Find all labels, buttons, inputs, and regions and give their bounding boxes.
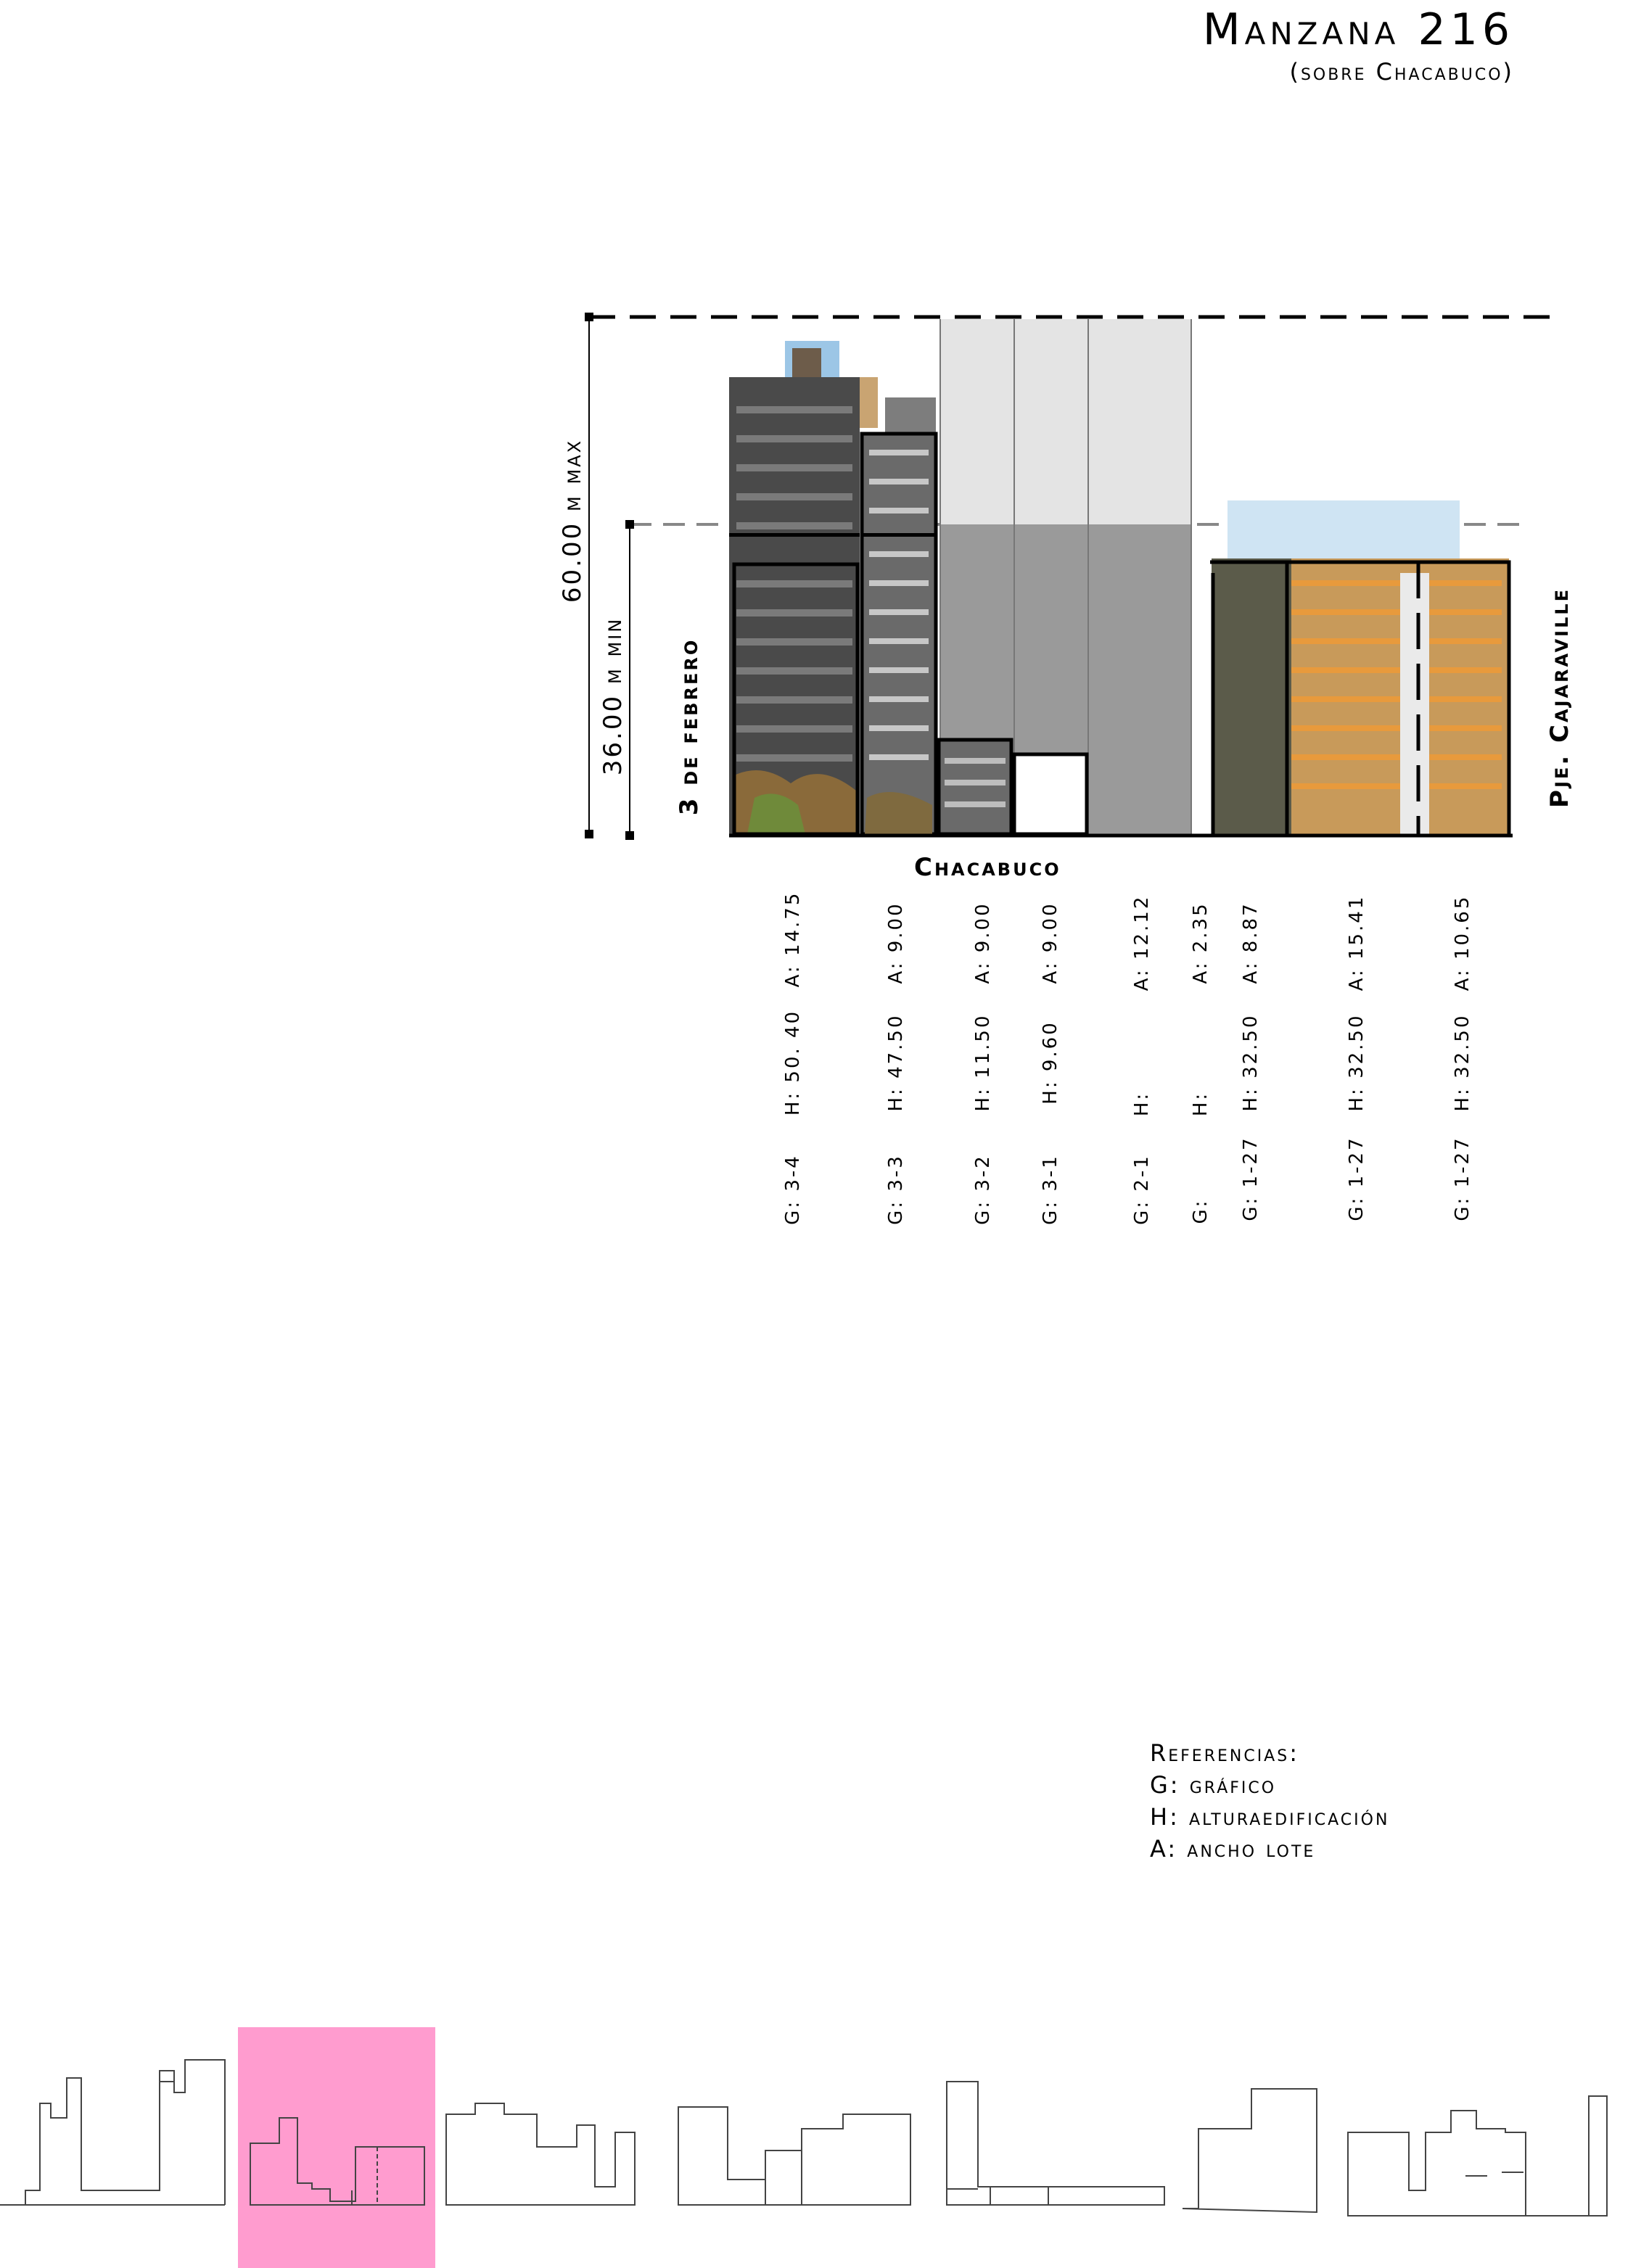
thumb-block-7	[1348, 2096, 1607, 2216]
references-heading: Referencias:	[1150, 1739, 1299, 1767]
lot-label-h: H: 9.60	[1040, 1020, 1061, 1105]
lot-label-a: A: 15.41	[1346, 894, 1368, 991]
lot-label-g: G: 3-1	[1040, 1154, 1061, 1225]
building-group-right	[1210, 500, 1509, 834]
lot-label-g: G:	[1190, 1198, 1212, 1224]
lot-label-g: G: 1-27	[1346, 1136, 1368, 1221]
lot-label-a: A: 8.87	[1240, 902, 1262, 984]
elevation-thumbnail-strip	[0, 2024, 1649, 2268]
lot-label-a: A: 2.35	[1190, 902, 1212, 984]
building-g3-3	[862, 397, 936, 834]
lot-label-a: A: 9.00	[972, 902, 994, 984]
lot-label-h: H: 47.50	[885, 1013, 907, 1112]
min-height-label: 36.00 m min	[599, 617, 628, 776]
building-g3-2	[939, 740, 1011, 834]
lot-label-h: H:	[1131, 1091, 1153, 1117]
lot-label-h: H: 32.50	[1240, 1013, 1262, 1112]
reference-h: H: alturaedificación	[1150, 1803, 1390, 1831]
elevation-diagram	[0, 0, 1649, 907]
lot-label-g: G: 3-3	[885, 1154, 907, 1225]
page-title: Manzana 216	[1202, 4, 1514, 55]
lot-label-a: A: 12.12	[1131, 894, 1153, 991]
lot-label-a: A: 9.00	[1040, 902, 1061, 984]
building-g3-1	[1014, 754, 1087, 834]
street-right-label: Pje. Cajaraville	[1545, 587, 1574, 808]
lot-label-g: G: 1-27	[1240, 1136, 1262, 1221]
lot-label-a: A: 9.00	[885, 902, 907, 984]
lot-label-g: G: 1-27	[1452, 1136, 1473, 1221]
max-height-label: 60.00 m max	[558, 438, 587, 603]
thumb-block-4	[678, 2107, 910, 2205]
reference-g: G: gráfico	[1150, 1771, 1277, 1799]
lot-label-g: G: 2-1	[1131, 1154, 1153, 1225]
thumb-block-6	[1183, 2089, 1317, 2212]
reference-a: A: ancho lote	[1150, 1835, 1316, 1863]
street-bottom-label: Chacabuco	[914, 853, 1061, 882]
thumb-block-5	[947, 2082, 1164, 2205]
lot-label-h: H: 11.50	[972, 1013, 994, 1112]
lot-label-a: A: 14.75	[782, 891, 804, 988]
lot-label-h: H: 32.50	[1452, 1013, 1473, 1112]
lot-label-g: G: 3-2	[972, 1154, 994, 1225]
lot-label-a: A: 10.65	[1452, 894, 1473, 991]
references-legend	[1150, 1737, 1389, 1865]
thumb-block-1	[0, 2060, 225, 2205]
page-subtitle: (sobre Chacabuco)	[1289, 58, 1514, 86]
lot-label-h: H: 32.50	[1346, 1013, 1368, 1112]
zone-upper	[940, 319, 1191, 524]
street-left-label: 3 de febrero	[675, 638, 704, 816]
lot-label-g: G: 3-4	[782, 1154, 804, 1225]
lot-label-h: H:	[1190, 1091, 1212, 1117]
lot-label-h: H: 50. 40	[782, 1009, 804, 1116]
building-g3-4	[729, 341, 878, 834]
thumb-block-3	[446, 2103, 635, 2205]
